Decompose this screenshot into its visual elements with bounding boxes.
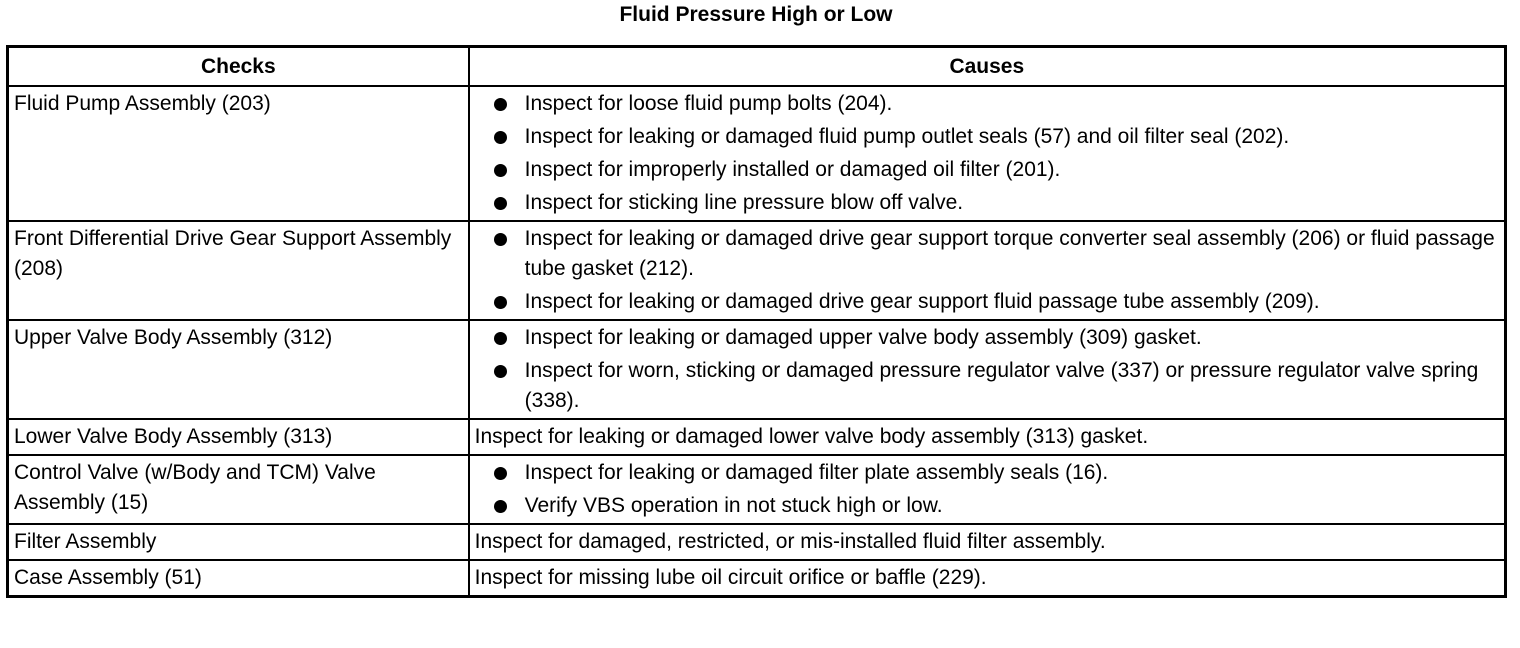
cause-text: Inspect for improperly installed or damaged oil filter (201). (524, 158, 1061, 181)
causes-cell (469, 86, 1506, 221)
cause-item (475, 122, 1500, 152)
table-header-row (8, 47, 1506, 87)
cause-item (475, 287, 1500, 317)
causes-list (475, 458, 1500, 521)
check-cell: Control Valve (w/Body and TCM) Valve Assembly (15) (8, 455, 469, 524)
bullet-icon (494, 365, 507, 378)
cause-text: Inspect for leaking or damaged drive gear support torque converter seal assembly (206) or fluid passage tube gasket (212). (524, 227, 1495, 280)
check-cell: Lower Valve Body Assembly (313) (8, 419, 469, 455)
cause-cell: Inspect for damaged, restricted, or mis-installed fluid filter assembly. (469, 524, 1506, 560)
cause-text: Verify VBS operation in not stuck high or low. (524, 494, 943, 517)
bullet-icon (494, 500, 507, 513)
cause-text: Inspect for leaking or damaged filter plate assembly seals (16). (524, 461, 1109, 484)
bullet-icon (494, 332, 507, 345)
bullet-icon (494, 98, 507, 111)
column-header-checks: Checks (8, 47, 469, 87)
check-cell: Fluid Pump Assembly (203) (8, 86, 469, 221)
cause-item (475, 458, 1500, 488)
check-cell: Filter Assembly (8, 524, 469, 560)
bullet-icon (494, 197, 507, 210)
table-row (8, 560, 1506, 597)
table-row (8, 524, 1506, 560)
cause-item (475, 491, 1500, 521)
page-title: Fluid Pressure High or Low (619, 3, 893, 26)
cause-cell: Inspect for missing lube oil circuit orifice or baffle (229). (469, 560, 1506, 597)
table-row (8, 86, 1506, 221)
cause-text: Inspect for leaking or damaged upper valve body assembly (309) gasket. (524, 326, 1202, 349)
table-row (8, 320, 1506, 419)
cause-item (475, 188, 1500, 218)
check-cell: Case Assembly (51) (8, 560, 469, 597)
causes-cell (469, 221, 1506, 320)
bullet-icon (494, 296, 507, 309)
diagnostic-table (6, 45, 1507, 598)
causes-cell (469, 320, 1506, 419)
check-cell: Front Differential Drive Gear Support Assembly (208) (8, 221, 469, 320)
bullet-icon (494, 467, 507, 480)
causes-list (475, 89, 1500, 218)
bullet-icon (494, 164, 507, 177)
check-cell: Upper Valve Body Assembly (312) (8, 320, 469, 419)
table-row (8, 221, 1506, 320)
cause-item (475, 356, 1500, 416)
cause-text: Inspect for worn, sticking or damaged pressure regulator valve (337) or pressure regulator valve spring (338). (524, 359, 1479, 412)
cause-text: Inspect for loose fluid pump bolts (204). (524, 92, 893, 115)
causes-list (475, 224, 1500, 317)
cause-text: Inspect for leaking or damaged drive gear support fluid passage tube assembly (209). (524, 290, 1320, 313)
causes-list (475, 323, 1500, 416)
table-row (8, 455, 1506, 524)
cause-item (475, 224, 1500, 284)
cause-item (475, 89, 1500, 119)
cause-item (475, 155, 1500, 185)
table-row (8, 419, 1506, 455)
cause-text: Inspect for sticking line pressure blow off valve. (524, 191, 964, 214)
bullet-icon (494, 131, 507, 144)
column-header-causes: Causes (469, 47, 1506, 87)
cause-text: Inspect for leaking or damaged fluid pump outlet seals (57) and oil filter seal (202). (524, 125, 1290, 148)
causes-cell (469, 455, 1506, 524)
cause-item (475, 323, 1500, 353)
cause-cell: Inspect for leaking or damaged lower valve body assembly (313) gasket. (469, 419, 1506, 455)
bullet-icon (494, 233, 507, 246)
